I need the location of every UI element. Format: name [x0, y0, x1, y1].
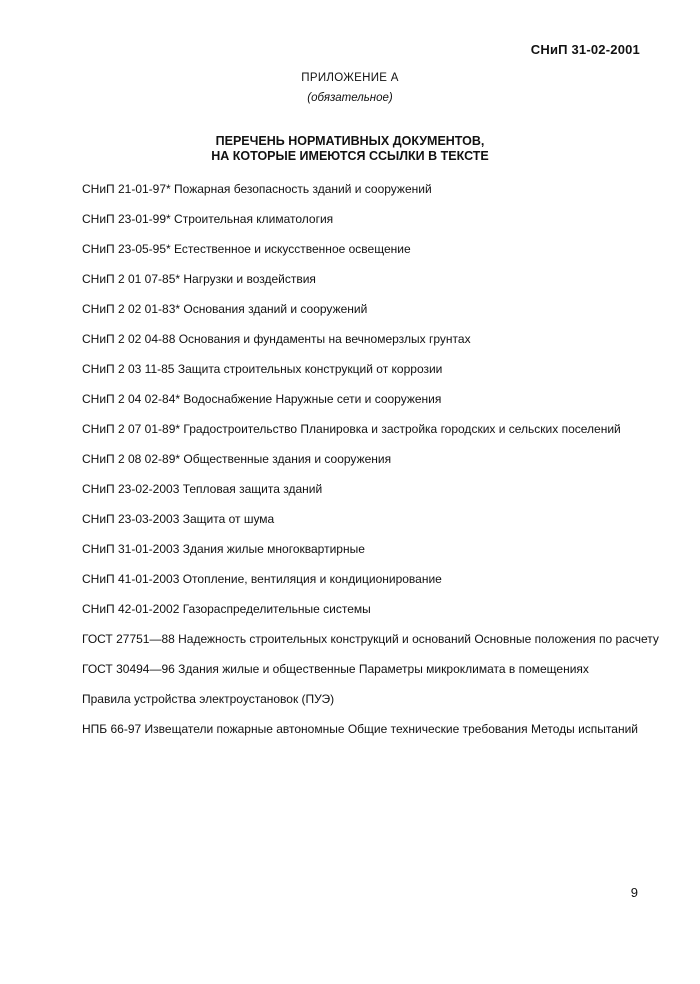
reference-item: СНиП 2 04 02-84* Водоснабжение Наружные сети и сооружения	[82, 392, 442, 406]
list-heading-line-2: НА КОТОРЫЕ ИМЕЮТСЯ ССЫЛКИ В ТЕКСТЕ	[211, 149, 489, 163]
reference-item: ГОСТ 30494—96 Здания жилые и общественные Параметры микроклимата в помещениях	[82, 662, 589, 676]
reference-item: СНиП 41-01-2003 Отопление, вентиляция и кондиционирование	[82, 572, 442, 586]
reference-item: СНиП 23-03-2003 Защита от шума	[82, 512, 275, 526]
reference-item: СНиП 31-01-2003 Здания жилые многоквартирные	[82, 542, 365, 556]
reference-item: СНиП 2 02 04-88 Основания и фундаменты на вечномерзлых грунтах	[82, 332, 471, 346]
reference-item: СНиП 2 07 01-89* Градостроительство Планировка и застройка городских и сельских поселений	[82, 422, 621, 436]
reference-item: СНиП 23-01-99* Строительная климатология	[82, 212, 334, 226]
reference-item: ГОСТ 27751—88 Надежность строительных конструкций и оснований Основные положения по расчету	[82, 632, 659, 646]
appendix-note: (обязательное)	[307, 92, 393, 104]
reference-item: СНиП 42-01-2002 Газораспределительные системы	[82, 602, 371, 616]
reference-item: СНиП 23-05-95* Естественное и искусственное освещение	[82, 242, 411, 256]
appendix-title: ПРИЛОЖЕНИЕ А	[301, 72, 399, 84]
reference-item: СНиП 21-01-97* Пожарная безопасность зданий и сооружений	[82, 182, 432, 196]
reference-item: СНиП 2 02 01-83* Основания зданий и сооружений	[82, 302, 368, 316]
page-number: 9	[630, 885, 638, 900]
list-heading-line-1: ПЕРЕЧЕНЬ НОРМАТИВНЫХ ДОКУМЕНТОВ,	[215, 134, 485, 148]
reference-item: НПБ 66-97 Извещатели пожарные автономные Общие технические требования Методы испытаний	[82, 722, 638, 736]
reference-list	[82, 182, 659, 752]
reference-item: СНиП 2 03 11-85 Защита строительных конструкций от коррозии	[82, 362, 443, 376]
reference-item: СНиП 2 08 02-89* Общественные здания и сооружения	[82, 452, 392, 466]
document-code: СНиП 31-02-2001	[530, 42, 640, 57]
reference-item: СНиП 23-02-2003 Тепловая защита зданий	[82, 482, 323, 496]
reference-item: СНиП 2 01 07-85* Нагрузки и воздействия	[82, 272, 316, 286]
reference-item: Правила устройства электроустановок (ПУЭ)	[82, 692, 335, 706]
list-heading	[0, 134, 700, 164]
